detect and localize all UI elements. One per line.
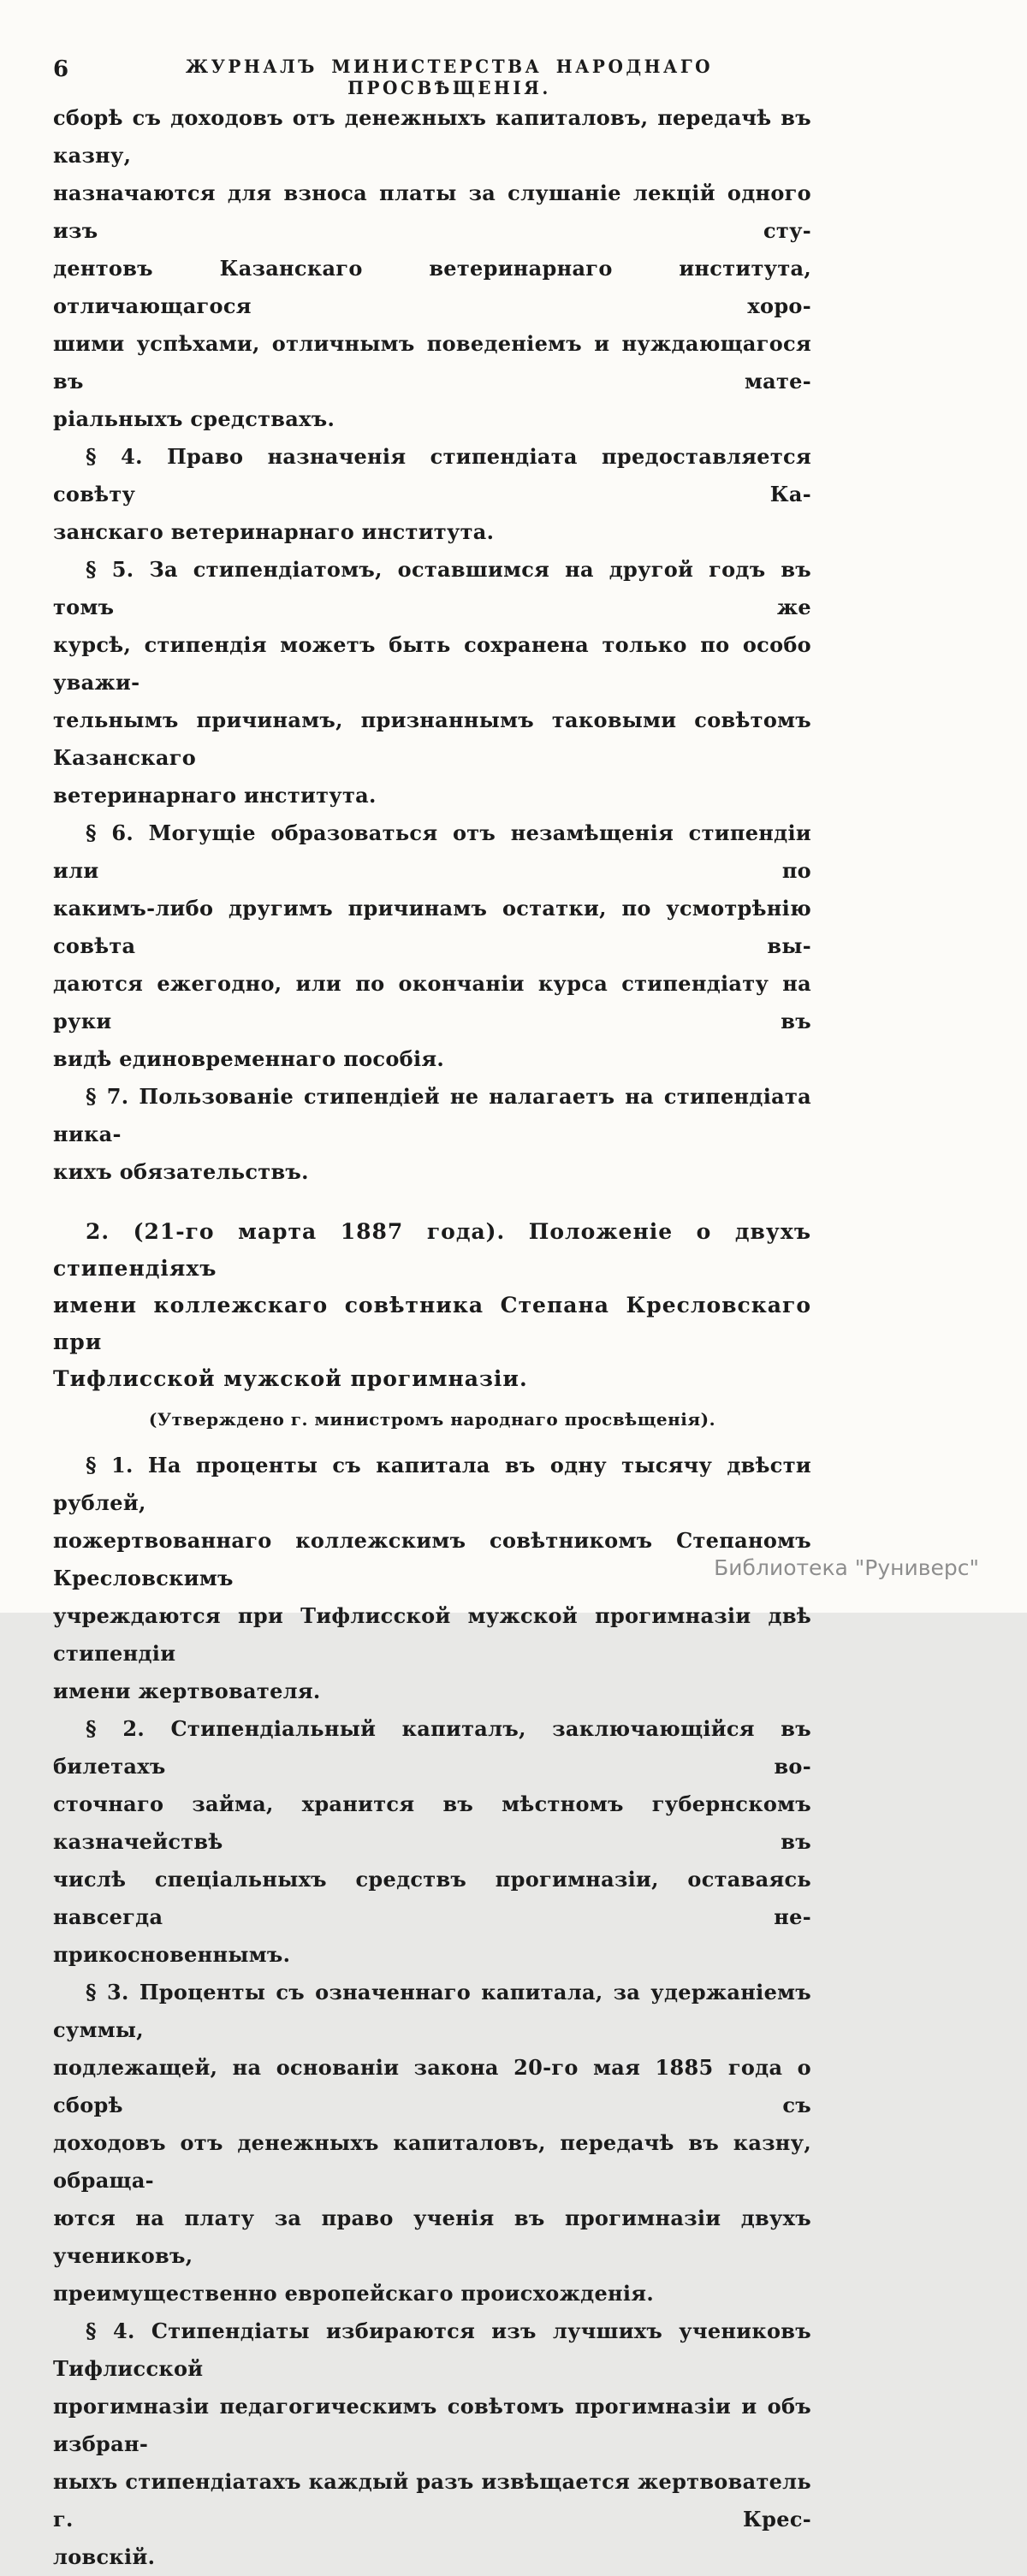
text-line: Тифлисской мужской прогимназіи. — [53, 1366, 528, 1391]
text-line: сточнаго займа, хранится въ мѣстномъ губернскомъ казначействѣ въ — [53, 1791, 811, 1854]
text-column — [53, 99, 811, 2576]
text-line: имени коллежскаго совѣтника Степана Кресловскаго при — [53, 1293, 811, 1354]
text-line: ловскій. — [53, 2544, 156, 2569]
text-line: шими успѣхами, отличнымъ поведеніемъ и нуждающагося въ мате- — [53, 331, 811, 394]
text-line: кихъ обязательствъ. — [53, 1159, 309, 1184]
text-line: сборѣ съ доходовъ отъ денежныхъ капиталовъ, передачѣ въ казну, — [53, 105, 811, 168]
text-line: § 2. Стипендіальный капиталъ, заключающійся въ билетахъ во- — [53, 1716, 811, 1779]
text-line: прикосновеннымъ. — [53, 1942, 291, 1967]
paragraph-7 — [53, 1078, 811, 1191]
text-line: курсѣ, стипендія можетъ быть сохранена только по особо уважи- — [53, 632, 811, 695]
paragraph-6 — [53, 814, 811, 1078]
text-line: ныхъ стипендіатахъ каждый разъ извѣщается жертвователь г. Крес- — [53, 2469, 811, 2532]
text-line: назначаются для взноса платы за слушаніе лекцій одного изъ сту- — [53, 181, 811, 243]
section2-paragraph-2 — [53, 1710, 811, 1974]
text-line: тельнымъ причинамъ, признаннымъ таковыми совѣтомъ Казанскаго — [53, 708, 811, 770]
text-line: дентовъ Казанскаго ветеринарнаго института, отличающагося хоро- — [53, 256, 811, 318]
section2-paragraph-4 — [53, 2312, 811, 2576]
text-line: имени жертвователя. — [53, 1679, 321, 1703]
text-line: какимъ-либо другимъ причинамъ остатки, по усмотрѣнію совѣта вы- — [53, 896, 811, 958]
text-line: ветеринарнаго института. — [53, 783, 377, 808]
section2-paragraph-3 — [53, 1974, 811, 2312]
text-line: § 4. Стипендіаты избираются изъ лучшихъ учениковъ Тифлисской — [53, 2318, 811, 2381]
text-line: § 4. Право назначенія стипендіата предоставляется совѣту Ка- — [53, 444, 811, 506]
text-line: § 7. Пользованіе стипендіей не налагаетъ на стипендіата ника- — [53, 1084, 811, 1146]
text-line: § 6. Могущіе образоваться отъ незамѣщенія стипендіи или по — [53, 820, 811, 883]
text-line: доходовъ отъ денежныхъ капиталовъ, передачѣ въ казну, обраща- — [53, 2130, 811, 2193]
text-line: даются ежегодно, или по окончаніи курса стипендіату на руки въ — [53, 971, 811, 1033]
text-line: 2. (21-го марта 1887 года). Положеніе о двухъ стипендіяхъ — [53, 1219, 811, 1281]
text-line: § 1. На проценты съ капитала въ одну тысячу двѣсти рублей, — [53, 1453, 811, 1515]
page-header — [53, 55, 811, 99]
paragraph-5 — [53, 551, 811, 814]
text-line: § 5. За стипендіатомъ, оставшимся на другой годъ въ томъ же — [53, 557, 811, 619]
text-line: ются на плату за право ученія въ прогимназіи двухъ учениковъ, — [53, 2206, 811, 2268]
text-line: пожертвованнаго коллежскимъ совѣтникомъ Степаномъ Кресловскимъ — [53, 1528, 811, 1590]
text-line: § 3. Проценты съ означеннаго капитала, за удержаніемъ суммы, — [53, 1980, 811, 2042]
paragraph-4 — [53, 438, 811, 551]
text-line: учреждаются при Тифлисской мужской прогимназіи двѣ стипендіи — [53, 1603, 811, 1666]
section2-paragraph-1 — [53, 1447, 811, 1710]
page-number: 6 — [53, 56, 69, 82]
text-line: подлежащей, на основаніи закона 20-го мая 1885 года о сборѣ съ — [53, 2055, 811, 2117]
text-line: преимущественно европейскаго происхожденія. — [53, 2281, 654, 2306]
section2-heading — [53, 1213, 811, 1397]
text-line: занскаго ветеринарнаго института. — [53, 519, 495, 544]
paragraph-continuation — [53, 99, 811, 438]
text-line: видѣ единовременнаго пособія. — [53, 1046, 445, 1071]
running-title: ЖУРНАЛЪ МИНИСТЕРСТВА НАРОДНАГО ПРОСВѢЩЕНІЯ. — [185, 55, 714, 99]
library-watermark: Библиотека "Руниверс" — [714, 1555, 979, 1580]
text-line: прогимназіи педагогическимъ совѣтомъ прогимназіи и объ избран- — [53, 2394, 811, 2456]
text-line: ріальныхъ средствахъ. — [53, 406, 335, 431]
text-line: числѣ спеціальныхъ средствъ прогимназіи, оставаясь навсегда не- — [53, 1867, 811, 1929]
section2-approval-note: (Утверждено г. министромъ народнаго просвѣщенія). — [148, 1409, 716, 1430]
